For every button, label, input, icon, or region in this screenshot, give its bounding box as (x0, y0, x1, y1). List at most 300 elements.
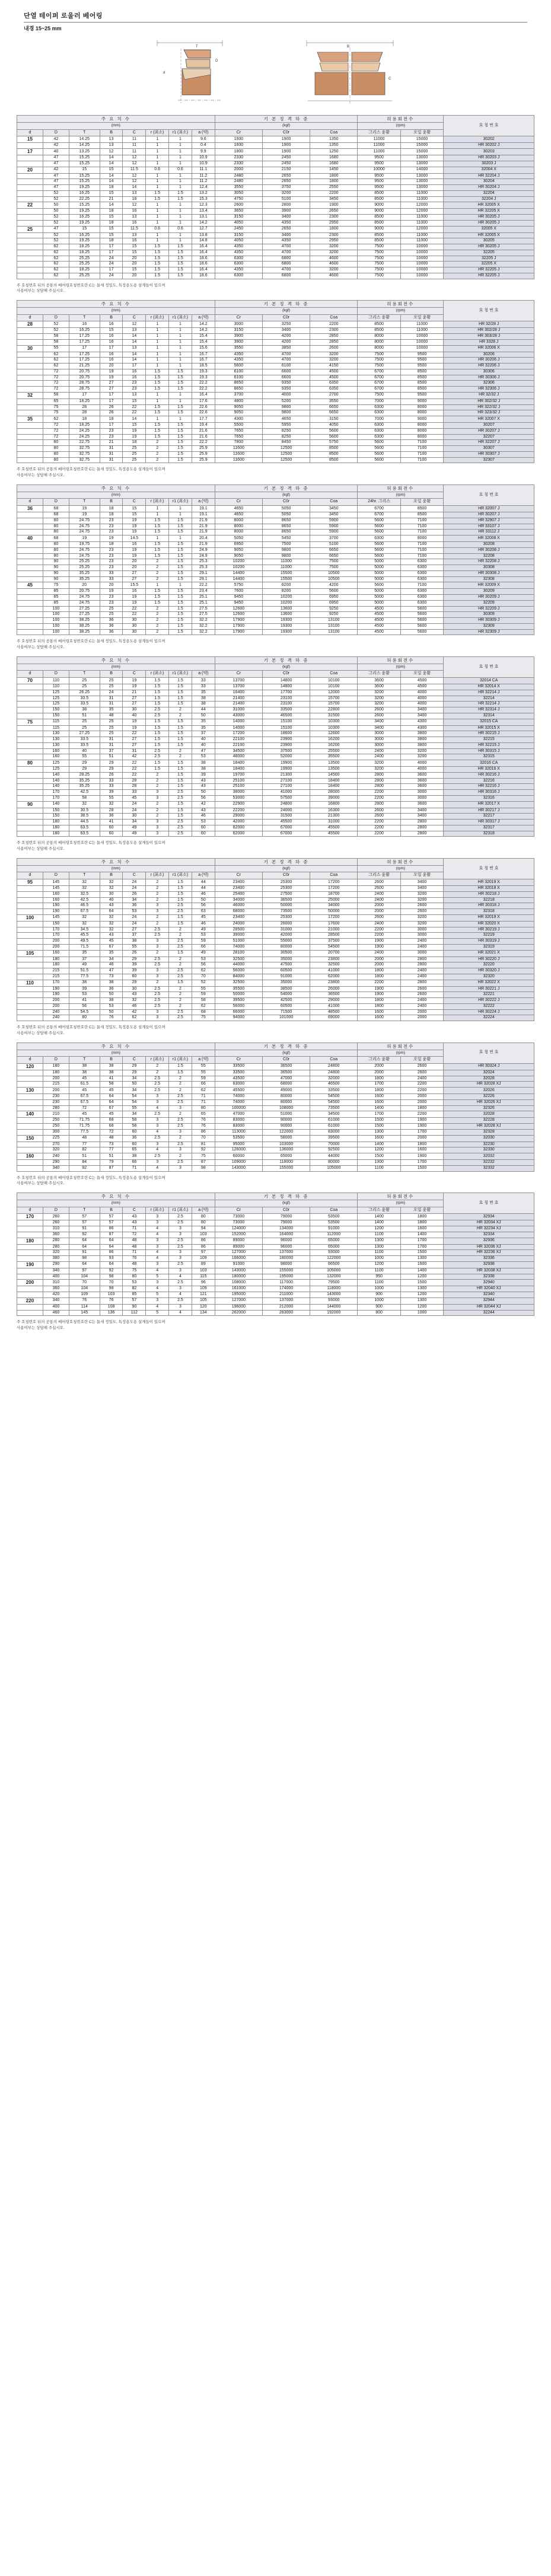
cell-bearing-code[interactable]: 32222 (444, 1003, 534, 1009)
cell-bearing-code[interactable]: 32326 (444, 1105, 534, 1111)
cell-bore-diameter (17, 196, 43, 202)
cell-bearing-code[interactable]: HR 30215 J (444, 731, 534, 737)
cell-bearing-code[interactable]: 32221 (444, 992, 534, 998)
cell-value: 93000 (310, 1297, 358, 1304)
cell-bearing-code[interactable]: 32320 (444, 974, 534, 980)
cell-value: 18 (100, 238, 123, 244)
cell-value: 1.5 (146, 725, 169, 731)
cell-bearing-code[interactable]: HR 30224 J (444, 1009, 534, 1015)
cell-bore-diameter (17, 358, 43, 364)
cell-bearing-code[interactable]: HR 32028 XJ (444, 1124, 534, 1130)
cell-bearing-code[interactable]: 30206 (444, 352, 534, 358)
column-header: d (17, 671, 43, 678)
cell-bore-diameter (17, 232, 43, 238)
cell-bore-diameter (17, 825, 43, 831)
cell-value: 36 (100, 629, 123, 635)
cell-value: 2700 (310, 392, 358, 398)
cell-value: 32 (69, 914, 100, 921)
cell-value: 2.5 (146, 933, 169, 939)
cell-value: 98 (100, 1274, 123, 1280)
cell-value: 36500 (262, 1063, 310, 1070)
cell-bearing-code[interactable]: HR 302/32 J (444, 398, 534, 404)
cell-value: 62 (43, 364, 69, 369)
cell-bore-diameter (17, 1310, 43, 1316)
cell-value: 58 (69, 795, 100, 801)
cell-value: 7500 (358, 267, 400, 273)
cell-value: 15 (123, 506, 146, 512)
cell-bearing-code[interactable]: 30306 (444, 369, 534, 375)
cell-bearing-code[interactable]: 32244 (444, 1310, 534, 1316)
cell-bearing-code[interactable]: 32230 (444, 1142, 534, 1147)
cell-bearing-code[interactable]: 32228 (444, 1118, 534, 1124)
cell-bearing-code[interactable]: HR 30206 J (444, 358, 534, 364)
cell-value: 50000 (262, 903, 310, 909)
cell-bearing-code[interactable]: HR 30315 J (444, 748, 534, 754)
cell-value: 22.2 (192, 582, 215, 589)
cell-bearing-code[interactable]: HR 3328 J (444, 339, 534, 345)
cell-bearing-code[interactable]: 32307 (444, 457, 534, 463)
cell-value: 3600 (400, 784, 443, 790)
cell-bearing-code[interactable]: HR 32020 X (444, 921, 534, 927)
cell-bearing-code[interactable]: HR 30202 J (444, 143, 534, 149)
cell-bearing-code[interactable]: 32204 (444, 190, 534, 196)
cell-value: 17.6 (192, 398, 215, 404)
cell-value: 18 (100, 512, 123, 518)
cell-value: 7500 (358, 256, 400, 262)
cell-bearing-code[interactable]: 32319 (444, 944, 534, 950)
cell-value: 18.25 (69, 267, 100, 273)
cell-value: 32 (100, 921, 123, 927)
cell-value: 50 (43, 202, 69, 209)
table-row (17, 678, 534, 684)
table-row (17, 702, 534, 707)
cell-bearing-code[interactable]: 32309 (444, 623, 534, 629)
cell-value: 1 (146, 155, 169, 161)
cell-bearing-code[interactable]: HR 30220 J (444, 957, 534, 962)
cell-bearing-code[interactable]: HR 32009 X (444, 582, 534, 589)
cell-bearing-code[interactable]: HR 32/28 J (444, 321, 534, 328)
cell-bearing-code[interactable]: 32014 CA (444, 678, 534, 684)
cell-bearing-code[interactable]: HR 30318 J (444, 903, 534, 909)
column-header: 기 본 정 격 하 중 (215, 484, 358, 492)
cell-bearing-code[interactable]: HR 32022 X (444, 980, 534, 986)
cell-bearing-code[interactable]: 32306 (444, 381, 534, 387)
cell-bearing-code[interactable]: HR 32214 J (444, 690, 534, 696)
cell-value: 32 (100, 927, 123, 933)
cell-value: 1.5 (146, 267, 169, 273)
cell-bearing-code[interactable]: HR 32306 J (444, 387, 534, 393)
cell-value: 800 (358, 1310, 400, 1316)
cell-value: 94 (192, 1226, 215, 1232)
cell-bearing-code[interactable]: 32314 (444, 713, 534, 719)
cell-bearing-code[interactable]: HR 32314 J (444, 707, 534, 713)
cell-value: 44 (192, 886, 215, 892)
cell-bearing-code[interactable]: HR 32204 J (444, 173, 534, 179)
cell-value: 125 (43, 702, 69, 707)
cell-bearing-code[interactable]: HR 30222 J (444, 998, 534, 1004)
cell-value: 9050 (215, 410, 262, 416)
cell-bearing-code[interactable]: HR 30306 J (444, 375, 534, 381)
cell-value: 2 (146, 886, 169, 892)
cell-bearing-code[interactable]: 32214 (444, 696, 534, 702)
cell-bearing-code[interactable]: 32209 (444, 600, 534, 606)
cell-bearing-code[interactable]: HR 30205 J (444, 220, 534, 226)
cell-value: 26 (123, 950, 146, 957)
cell-bearing-code[interactable]: 32317 (444, 825, 534, 831)
cell-value: 2200 (400, 1111, 443, 1118)
cell-bearing-code[interactable]: HR 30207 J (444, 512, 534, 518)
cell-bearing-code[interactable]: HR 30203 J (444, 155, 534, 161)
cell-bearing-code[interactable]: HR 32216 J (444, 784, 534, 790)
cell-value: 14400 (215, 576, 262, 582)
cell-bearing-code[interactable]: HR 32018 X (444, 886, 534, 892)
cell-value: 7650 (215, 428, 262, 434)
spec-table (17, 858, 534, 1021)
cell-bearing-code[interactable]: 32208 (444, 553, 534, 559)
cell-value: 80000 (262, 1099, 310, 1105)
cell-value: 11000 (400, 215, 443, 221)
cell-value: 16400 (215, 690, 262, 696)
cell-bore-diameter: 120 (17, 1063, 43, 1070)
cell-bearing-code[interactable]: HR 32026 XJ (444, 1099, 534, 1105)
cell-bearing-code[interactable]: 32340 (444, 1292, 534, 1298)
cell-bearing-code[interactable]: 32338 (444, 1274, 534, 1280)
cell-bearing-code[interactable]: HR 32007 X (444, 416, 534, 423)
cell-value: 164000 (262, 1232, 310, 1238)
cell-bearing-code[interactable]: 30205 (444, 238, 534, 244)
cell-value: 15000 (400, 136, 443, 143)
cell-bearing-code[interactable]: HR 30209 J (444, 595, 534, 601)
cell-bore-diameter (17, 974, 43, 980)
cell-bearing-code[interactable]: 32218 (444, 897, 534, 903)
cell-value: 2 (146, 891, 169, 897)
cell-value: 15 (123, 250, 146, 256)
cell-bearing-code[interactable]: HR 32205 J (444, 273, 534, 279)
cell-bearing-code[interactable]: 30309 (444, 612, 534, 618)
cell-bearing-code[interactable]: HR 30316 J (444, 790, 534, 796)
cell-bearing-code[interactable]: 32224 (444, 1015, 534, 1021)
cell-bearing-code[interactable]: HR 32015 X (444, 725, 534, 731)
cell-bearing-code[interactable]: 32204 J (444, 196, 534, 202)
cell-value: 8000 (358, 339, 400, 345)
cell-bearing-code[interactable]: 32940 (444, 1280, 534, 1286)
cell-bearing-code[interactable]: HR 32019 X (444, 914, 534, 921)
cell-bearing-code[interactable]: HR 32205 X (444, 209, 534, 215)
cell-bearing-code[interactable]: HR 32236 XJ (444, 1250, 534, 1256)
cell-bearing-code[interactable]: HR 32008 X (444, 535, 534, 542)
cell-bearing-code[interactable]: HR 32206 J (444, 364, 534, 369)
cell-bearing-code[interactable]: HR 32205 J (444, 267, 534, 273)
cell-value: 3200 (358, 760, 400, 767)
cell-bearing-code[interactable]: 32938 (444, 1261, 534, 1268)
cell-value: 29 (123, 1070, 146, 1076)
cell-bearing-code[interactable]: HR 30208 J (444, 547, 534, 553)
cell-bearing-code[interactable]: 32315 (444, 754, 534, 760)
cell-value: 8500 (358, 190, 400, 196)
cell-bearing-code[interactable]: 32308 (444, 576, 534, 582)
cell-value: 71 (192, 1099, 215, 1105)
cell-bearing-code[interactable]: HR 30219 J (444, 927, 534, 933)
cell-bearing-code[interactable]: 30207 (444, 423, 534, 429)
cell-value: 1.5 (146, 684, 169, 690)
cell-value: 105000 (310, 1268, 358, 1274)
cell-bearing-code[interactable]: HR 323/32 J (444, 410, 534, 416)
cell-bearing-code[interactable]: 32318 (444, 909, 534, 915)
cell-bearing-code[interactable]: 32005 X (444, 226, 534, 232)
cell-value: 48 (100, 1135, 123, 1142)
cell-bearing-code[interactable]: 32219 (444, 933, 534, 939)
cell-bearing-code[interactable]: 32026 (444, 1088, 534, 1094)
cell-bearing-code[interactable]: 30203 (444, 149, 534, 155)
cell-bearing-code[interactable]: 32232 (444, 1160, 534, 1166)
cell-bore-diameter (17, 944, 43, 950)
cell-bearing-code[interactable]: 30209 (444, 589, 534, 595)
cell-bearing-code[interactable]: HR 32215 J (444, 742, 534, 748)
cell-value: 5 (146, 1292, 169, 1298)
cell-value: 25 (69, 678, 100, 684)
cell-bearing-code[interactable]: 32318 (444, 831, 534, 837)
cell-bearing-code[interactable]: 32030 (444, 1135, 534, 1142)
cell-value: 14 (123, 352, 146, 358)
cell-bearing-code[interactable]: 30202 (444, 136, 534, 143)
cell-value: 2200 (310, 321, 358, 328)
cell-value: 2 (146, 570, 169, 576)
column-header: (mm) (17, 123, 215, 129)
cell-bearing-code[interactable]: 32934 (444, 1214, 534, 1220)
cell-value: 42000 (262, 933, 310, 939)
cell-bearing-code[interactable]: HR 32036 XJ (444, 1244, 534, 1250)
cell-value: 145 (43, 879, 69, 886)
cell-bearing-code[interactable]: 30307 (444, 446, 534, 452)
table-row (17, 1280, 534, 1286)
cell-value: 140 (43, 801, 69, 808)
cell-bearing-code[interactable]: 32330 (444, 1147, 534, 1153)
cell-bearing-code[interactable]: HR 30319 J (444, 939, 534, 945)
cell-value: 8000 (358, 334, 400, 340)
cell-bearing-code[interactable]: HR 30207 J (444, 428, 534, 434)
cell-bearing-code[interactable]: HR 32309 J (444, 629, 534, 635)
cell-bearing-code[interactable]: HR 32040 XJ (444, 1286, 534, 1292)
cell-bearing-code[interactable]: HR 32006 X (444, 345, 534, 352)
cell-value: 56 (69, 1003, 100, 1009)
cell-value: 19 (69, 512, 100, 518)
cell-bearing-code[interactable]: HR 32044 XJ (444, 1304, 534, 1310)
cell-bearing-code[interactable]: HR 30205 J (444, 244, 534, 250)
cell-value: 1 (169, 173, 192, 179)
cell-bearing-code[interactable]: 32215 (444, 737, 534, 743)
cell-value: 2 (146, 897, 169, 903)
cell-bearing-code[interactable]: 32205 X (444, 262, 534, 267)
cell-bearing-code[interactable]: 32028 (444, 1076, 534, 1082)
table-row (17, 542, 534, 548)
cell-value: 5600 (358, 457, 400, 463)
cell-value: 280 (43, 1105, 69, 1111)
cell-bearing-code[interactable]: HR 32209 J (444, 606, 534, 612)
cell-bearing-code[interactable]: HR 32014 X (444, 684, 534, 690)
cell-bore-diameter: 20 (17, 167, 43, 173)
cell-value: 1 (169, 416, 192, 423)
cell-value: 32.2 (192, 623, 215, 629)
cell-bearing-code[interactable]: HR 30221 J (444, 986, 534, 992)
cell-value: 7500 (358, 364, 400, 369)
cell-bearing-code[interactable]: 32328 (444, 1129, 534, 1135)
cell-bearing-code[interactable]: 32004 X (444, 167, 534, 173)
cell-bearing-code[interactable]: 30204 (444, 179, 534, 185)
cell-bearing-code[interactable]: HR 30324 J (444, 1063, 534, 1070)
cell-value: 1.5 (146, 262, 169, 267)
cell-bearing-code[interactable]: HR 32005 X (444, 232, 534, 238)
cell-bearing-code[interactable]: 32016 CA (444, 760, 534, 767)
cell-value: 55 (100, 795, 123, 801)
cell-value: 61000 (310, 1124, 358, 1130)
cell-bearing-code[interactable]: HR 32034 XJ (444, 1220, 534, 1226)
cell-bearing-code[interactable]: 32205 (444, 250, 534, 256)
cell-bearing-code[interactable]: HR 30320 J (444, 968, 534, 974)
cell-bearing-code[interactable]: 32936 (444, 1238, 534, 1244)
cell-bearing-code[interactable]: 32226 (444, 1094, 534, 1100)
cell-value: 77.5 (69, 974, 100, 980)
cell-bearing-code[interactable]: 32032 (444, 1153, 534, 1160)
table-row (17, 273, 534, 279)
cell-bearing-code[interactable]: HR 302/28 J (444, 328, 534, 334)
cell-value: 25300 (262, 914, 310, 921)
cell-value: 42500 (262, 998, 310, 1004)
cell-value: 25500 (310, 748, 358, 754)
cell-bearing-code[interactable]: HR 32021 X (444, 950, 534, 957)
cell-value: 38.25 (69, 623, 100, 629)
cell-value: 7500 (310, 559, 358, 565)
cell-value: 1.5 (146, 547, 169, 553)
cell-bearing-code[interactable]: 30208 (444, 542, 534, 548)
cell-bearing-code[interactable]: 32334 (444, 1232, 534, 1238)
cell-value: 1.5 (146, 690, 169, 696)
cell-bearing-code[interactable]: HR 32016 X (444, 767, 534, 773)
cell-bearing-code[interactable]: HR 32907 J (444, 518, 534, 524)
cell-bearing-code[interactable]: 32216 (444, 778, 534, 784)
cell-bearing-code[interactable]: 32207 (444, 434, 534, 440)
cell-value: 2 (169, 1088, 192, 1094)
table-row (17, 416, 534, 423)
cell-value: 16.4 (192, 250, 215, 256)
cell-value: 49000 (262, 1088, 310, 1094)
cell-value: 9250 (310, 606, 358, 612)
cell-bearing-code[interactable]: HR 30217 J (444, 808, 534, 814)
cell-value: 11000 (400, 238, 443, 244)
cell-value: 49 (192, 927, 215, 933)
cell-value: 29.1 (192, 576, 215, 582)
cell-bearing-code[interactable]: 32332 (444, 1165, 534, 1171)
cell-value: 14000 (400, 167, 443, 173)
cell-bearing-code[interactable]: HR 303/28 J (444, 334, 534, 340)
cell-value: 1.5 (169, 623, 192, 629)
cell-value: 1 (146, 149, 169, 155)
cell-value: 67.5 (69, 909, 100, 915)
cell-bore-diameter: 140 (17, 1111, 43, 1118)
table-row (17, 1063, 534, 1070)
cell-bearing-code[interactable]: HR 30216 J (444, 772, 534, 778)
cell-bearing-code[interactable]: HR 32028 XJ (444, 1082, 534, 1088)
cell-value: 125 (43, 690, 69, 696)
cell-bearing-code[interactable]: 32336 (444, 1256, 534, 1262)
cell-value: 37500 (262, 748, 310, 754)
cell-bearing-code[interactable]: HR 322/32 J (444, 404, 534, 410)
cell-value: 19.25 (69, 185, 100, 191)
cell-bearing-code[interactable]: HR 33112 J (444, 530, 534, 535)
cell-value: 5900 (310, 524, 358, 530)
cell-value: 2 (146, 612, 169, 618)
cell-value: 1.5 (169, 808, 192, 814)
cell-value: 15 (100, 167, 123, 173)
cell-value: 3000 (358, 731, 400, 737)
column-header: (kgf) (215, 664, 358, 671)
cell-bearing-code[interactable]: HR 32234 XJ (444, 1226, 534, 1232)
cell-bearing-code[interactable]: HR 32019 X (444, 879, 534, 886)
cell-value: 10000 (358, 167, 400, 173)
cell-bearing-code[interactable]: HR 32207 J (444, 440, 534, 446)
column-header: d (17, 129, 43, 136)
cell-bearing-code[interactable]: HR 30204 J (444, 185, 534, 191)
cell-bearing-code[interactable]: HR 30307 J (444, 451, 534, 457)
cell-value: 10000 (400, 267, 443, 273)
cell-bearing-code[interactable]: 30203 J (444, 161, 534, 167)
cell-bearing-code[interactable]: HR 33107 J (444, 524, 534, 530)
cell-bearing-code[interactable]: HR 32038 XJ (444, 1268, 534, 1274)
cell-bearing-code[interactable]: HR 30218 J (444, 891, 534, 897)
cell-bearing-code[interactable]: HR 32208 J (444, 559, 534, 565)
column-header: B (100, 314, 123, 321)
cell-bearing-code[interactable]: 30308 (444, 565, 534, 571)
cell-bearing-code[interactable]: HR 30317 J (444, 820, 534, 825)
cell-bearing-code[interactable]: HR 30309 J (444, 618, 534, 624)
cell-bearing-code[interactable]: 32015 CA (444, 719, 534, 725)
cell-value: 15.4 (192, 334, 215, 340)
cell-value: 48 (69, 1135, 100, 1142)
cell-value: 33 (100, 576, 123, 582)
cell-value: 5000 (358, 600, 400, 606)
cell-value: 15.5 (123, 582, 146, 589)
cell-bearing-code[interactable]: HR 32017 X (444, 801, 534, 808)
cell-value: 137000 (262, 1250, 310, 1256)
cell-value: 1.5 (169, 244, 192, 250)
cell-value: 42 (43, 143, 69, 149)
cell-bearing-code[interactable]: 32024 (444, 1070, 534, 1076)
cell-bearing-code[interactable]: 32217 (444, 814, 534, 820)
table-row (17, 381, 534, 387)
table-row (17, 1268, 534, 1274)
cell-bearing-code[interactable]: 32944 (444, 1297, 534, 1304)
cell-value: 4350 (262, 238, 310, 244)
cell-value: 1500 (358, 1124, 400, 1130)
cell-value: 1300 (400, 1286, 443, 1292)
table-row (17, 623, 534, 629)
cell-bearing-code[interactable]: 32205 J (444, 256, 534, 262)
cell-bearing-code[interactable]: 32220 (444, 962, 534, 968)
cell-bearing-code[interactable]: HR 32007 J (444, 506, 534, 512)
cell-value: 47 (43, 155, 69, 161)
cell-value: 5950 (262, 423, 310, 429)
cell-bearing-code[interactable]: HR 32214 J (444, 702, 534, 707)
cell-bearing-code[interactable]: 32028 (444, 1111, 534, 1118)
cell-value: 86 (100, 1250, 123, 1256)
column-header: D (43, 499, 69, 506)
cell-value: 31 (100, 702, 123, 707)
cell-value: 39 (100, 790, 123, 796)
cell-bearing-code[interactable]: HR 32005 X (444, 202, 534, 209)
cell-bearing-code[interactable]: HR 32/32 J (444, 392, 534, 398)
cell-bearing-code[interactable]: 32316 (444, 795, 534, 801)
cell-bearing-code[interactable]: HR 30205 J (444, 215, 534, 221)
cell-bearing-code[interactable]: HR 30308 J (444, 570, 534, 576)
